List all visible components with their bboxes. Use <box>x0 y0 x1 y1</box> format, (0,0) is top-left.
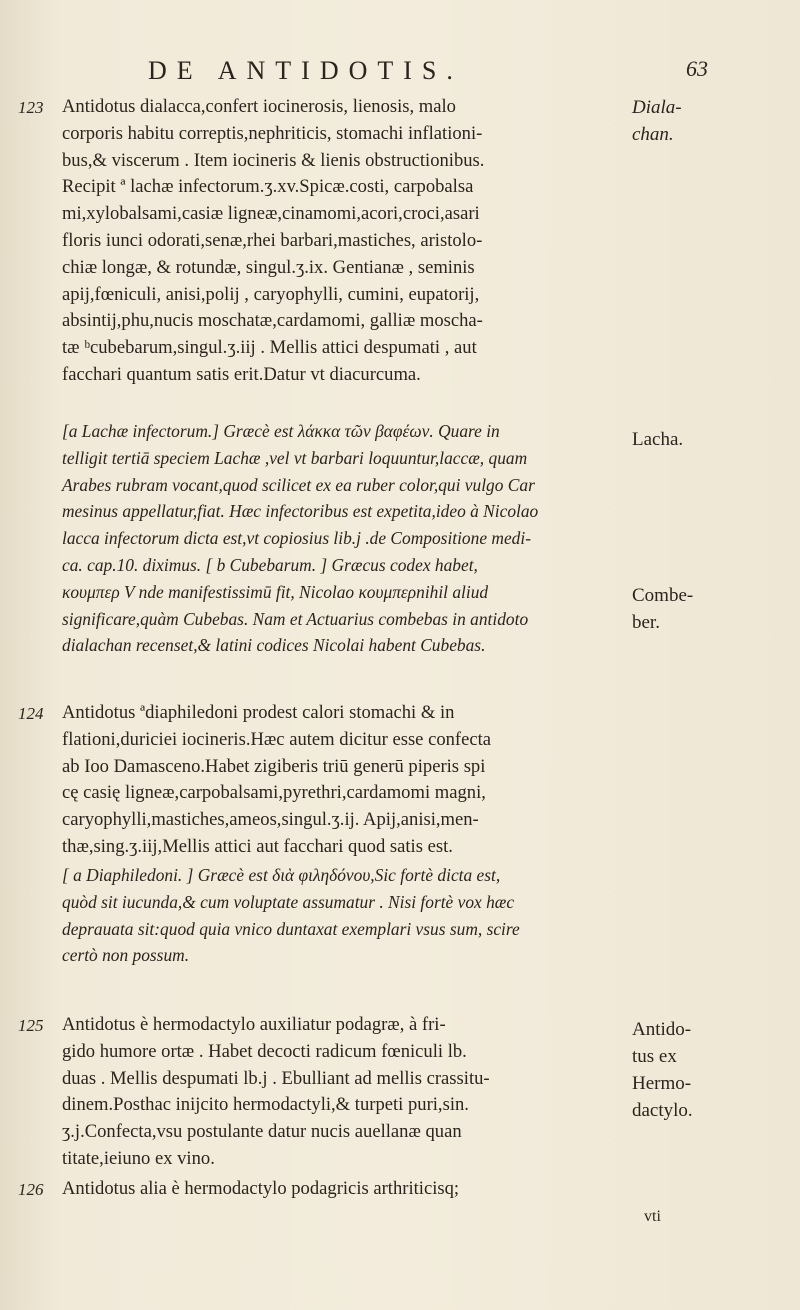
text-line: Antidotus alia è hermodactylo podagricis arthriticisq; <box>62 1178 460 1199</box>
commentary-line: deprauata sit:quod quia vnico duntaxat exemplari vsus sum, scire <box>62 918 520 939</box>
margin-note-diala <box>632 94 732 148</box>
text-line: flationi,duriciei iocineris.Hæc autem dicitur esse confecta <box>62 728 492 750</box>
catchword: vti <box>644 1208 661 1225</box>
text-line: corporis habitu correptis,nephriticis, stomachi inflationi- <box>62 122 483 144</box>
text-line: titate,ieiuno ex vino. <box>62 1147 215 1169</box>
margin-note-combeber <box>632 582 732 636</box>
text-line: Antidotus dialacca,confert iocinerosis, lienosis, malo <box>62 96 456 117</box>
text-line: ab Ioo Damasceno.Habet zigiberis triū generū piperis spi <box>62 755 486 777</box>
margin-note-lacha <box>632 426 732 453</box>
entry-124-text <box>62 700 628 861</box>
page-number: 63 <box>686 56 708 81</box>
text-line: Recipit ª lachæ infectorum.ʒ.xv.Spicæ.costi, carpobalsa <box>62 176 474 198</box>
margin-line: Lacha. <box>632 429 684 450</box>
commentary-line: lacca infectorum dicta est,vt copiosius lib.j .de Compositione medi- <box>62 528 531 549</box>
entry-123-text <box>62 94 628 389</box>
text-line: gido humore ortæ . Habet decocti radicum fœniculi lb. <box>62 1040 467 1062</box>
text-line: chiæ longæ, & rotundæ, singul.ʒ.ix. Gentianæ , seminis <box>62 256 475 278</box>
commentary-line: certò non possum. <box>62 945 190 966</box>
margin-line: Hermo- <box>632 1073 692 1094</box>
text-line: bus,& viscerum . Item iocineris & lienis obstructionibus. <box>62 149 485 171</box>
margin-line: chan. <box>632 124 674 145</box>
text-line: Antidotus ªdiaphiledoni prodest calori stomachi & in <box>62 702 455 723</box>
text-line: floris iunci odorati,senæ,rhei barbari,mastiches, aristolo- <box>62 229 483 251</box>
commentary-line: quòd sit iucunda,& cum voluptate assumatur . Nisi fortè vox hæc <box>62 891 515 912</box>
commentary-line: Arabes rubram vocant,quod scilicet ex ea ruber color,qui vulgo Car <box>62 474 535 495</box>
entry-number: 125 <box>18 1016 44 1035</box>
commentary-line: dialachan recenset,& latini codices Nicolai habent Cubebas. <box>62 635 486 656</box>
commentary-line: κουμπερ V nde manifestissimū fit, Nicolao κουμπερnihil aliud <box>62 581 489 602</box>
text-line: dinem.Posthac inijcito hermodactyli,& turpeti puri,sin. <box>62 1094 469 1116</box>
margin-note-hermodactylo <box>632 1016 732 1124</box>
entry-number: 124 <box>18 704 44 723</box>
commentary-line: significare,quàm Cubebas. Nam et Actuarius combebas in antidoto <box>62 608 529 629</box>
entry-number: 123 <box>18 98 44 117</box>
commentary-line: [ a Diaphiledoni. ] Græcè est διὰ φιληδόνου,Sic fortè dicta est, <box>62 865 501 885</box>
commentary-line: [a Lachæ infectorum.] Græcè est λάκκα τῶν βαφέων. Quare in <box>62 421 500 441</box>
text-line: ʒ.j.Confecta,vsu postulante datur nucis auellanæ quan <box>62 1121 462 1143</box>
entry-125-text <box>62 1012 628 1173</box>
commentary-line: ca. cap.10. diximus. [ b Cubebarum. ] Græcus codex habet, <box>62 554 478 575</box>
text-line: caryophylli,mastiches,ameos,singul.ʒ.ij. Apij,anisi,men- <box>62 809 479 831</box>
margin-line: Combe- <box>632 585 694 606</box>
running-head <box>148 56 708 86</box>
margin-line: dactylo. <box>632 1100 693 1121</box>
text-line: absintij,phu,nucis moschatæ,cardamomi, galliæ moscha- <box>62 310 483 332</box>
commentary-block <box>62 418 628 659</box>
commentary-line: mesinus appellatur,fiat. Hæc infectoribus est expetita,ideo à Nicolao <box>62 501 539 522</box>
margin-line: ber. <box>632 612 660 633</box>
text-line: apij,fœniculi, anisi,polij , caryophylli, cumini, eupatorij, <box>62 283 480 305</box>
margin-line: tus ex <box>632 1046 677 1067</box>
entry-126-text <box>62 1176 628 1203</box>
running-title: DE ANTIDOTIS. <box>148 56 463 85</box>
margin-line: Diala- <box>632 97 682 118</box>
commentary-block <box>62 862 628 969</box>
text-line: facchari quantum satis erit.Datur vt diacurcuma. <box>62 363 421 385</box>
text-line: duas . Mellis despumati lb.j . Ebulliant ad mellis crassitu- <box>62 1067 490 1089</box>
margin-line: Antido- <box>632 1019 692 1040</box>
text-line: cę casię ligneæ,carpobalsami,pyrethri,cardamomi magni, <box>62 782 486 804</box>
commentary-line: telligit tertiā speciem Lachæ ,vel vt barbari loquuntur,laccæ, quam <box>62 447 528 468</box>
text-line: mi,xylobalsami,casiæ ligneæ,cinamomi,acori,croci,asari <box>62 203 480 225</box>
entry-number: 126 <box>18 1180 44 1199</box>
text-line: tæ ᵇcubebarum,singul.ʒ.iij . Mellis attici despumati , aut <box>62 337 477 359</box>
text-line: thæ,sing.ʒ.iij,Mellis attici aut facchari quod satis est. <box>62 835 453 857</box>
text-line: Antidotus è hermodactylo auxiliatur podagræ, à fri- <box>62 1014 446 1035</box>
